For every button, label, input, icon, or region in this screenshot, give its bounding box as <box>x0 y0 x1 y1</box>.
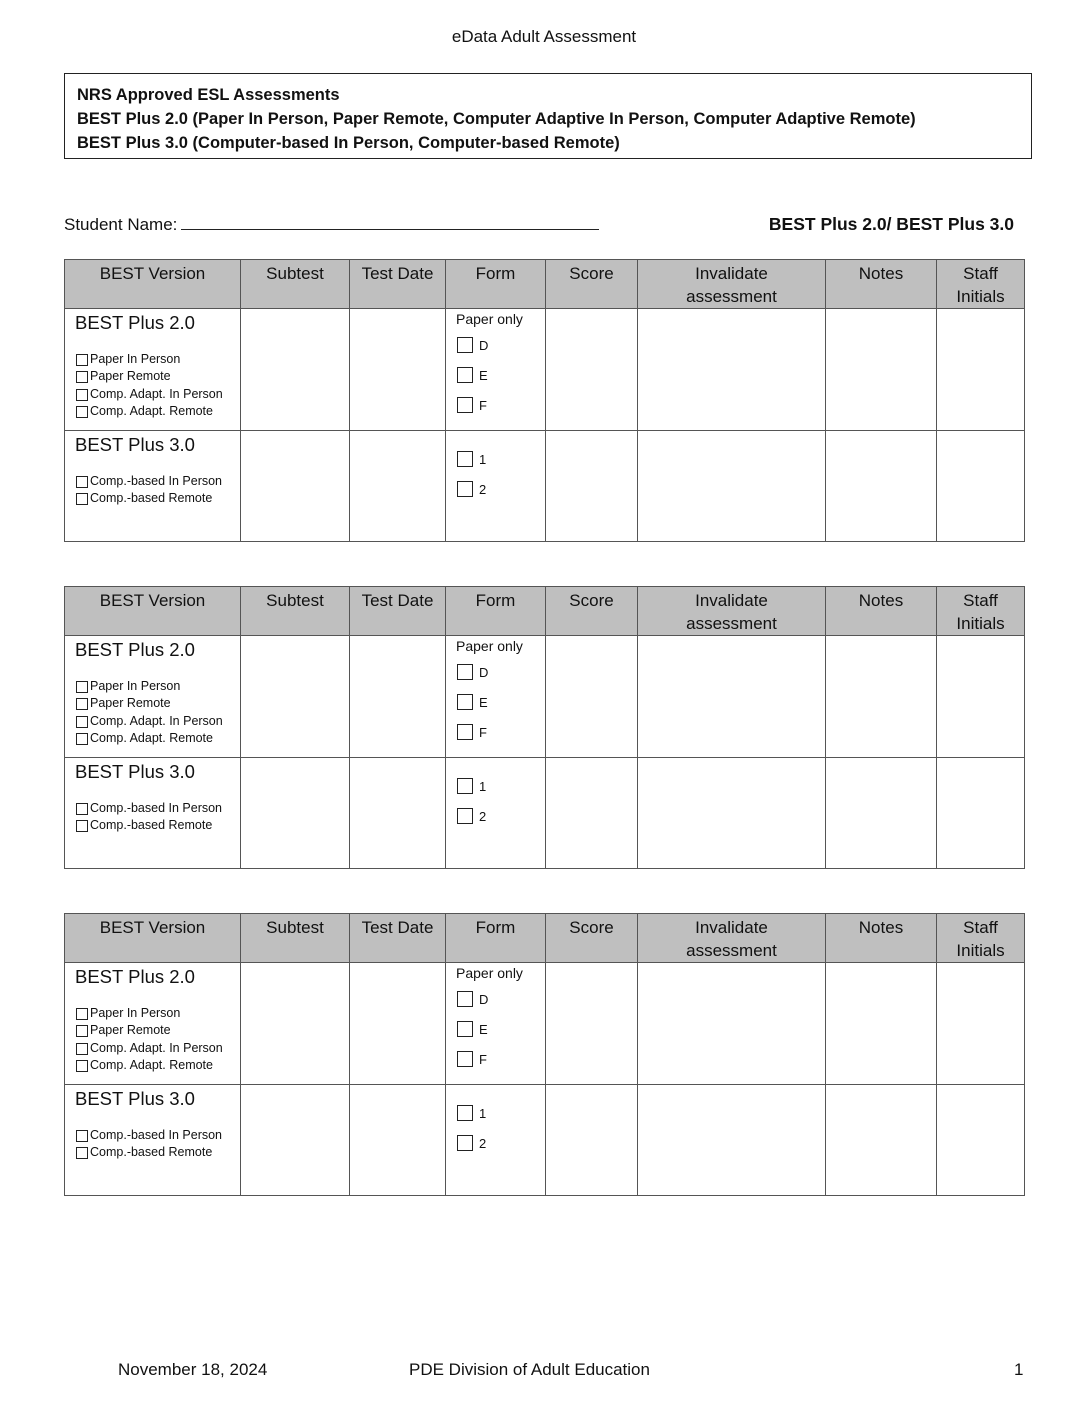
checkbox-icon[interactable] <box>76 1025 88 1037</box>
student-name-line <box>64 214 599 235</box>
subtest-cell[interactable] <box>241 1085 350 1196</box>
subtest-cell[interactable] <box>241 758 350 869</box>
paper-only-label: Paper only <box>456 311 523 327</box>
subtest-cell[interactable] <box>241 309 350 431</box>
info-line-best20: BEST Plus 2.0 (Paper In Person, Paper Remote, Computer Adaptive In Person, Computer Adaptive Remote) <box>77 110 916 128</box>
checkbox-icon[interactable] <box>457 778 473 794</box>
form-option-label: D <box>479 337 489 353</box>
checkbox-icon[interactable] <box>76 476 88 488</box>
footer-page-number: 1 <box>1014 1360 1024 1379</box>
notes-cell[interactable] <box>826 431 937 542</box>
student-name-label: Student Name: <box>64 215 178 234</box>
version-option-label: Comp.-based Remote <box>90 1145 213 1160</box>
notes-cell[interactable] <box>826 963 937 1085</box>
version-option[interactable] <box>76 490 240 507</box>
version-option-label: Comp.-based Remote <box>90 818 213 833</box>
version-option[interactable] <box>76 1127 240 1144</box>
score-cell[interactable] <box>546 636 638 758</box>
assessments-info-box <box>64 73 1032 159</box>
table-row-best20 <box>65 636 1025 758</box>
version-option[interactable] <box>76 800 240 817</box>
checkbox-icon[interactable] <box>76 389 88 401</box>
version-option-label: Paper Remote <box>90 369 171 384</box>
version-option-label: Comp.-based In Person <box>90 801 223 815</box>
column-header: Score <box>546 260 638 309</box>
form-option[interactable] <box>457 367 545 383</box>
version-title: BEST Plus 3.0 <box>75 434 195 455</box>
column-header: Invalidate assessment <box>638 260 826 309</box>
version-title: BEST Plus 3.0 <box>75 1088 195 1109</box>
column-header: Subtest <box>241 260 350 309</box>
column-header: BEST Version <box>65 914 241 963</box>
test-date-cell[interactable] <box>350 963 446 1085</box>
checkbox-icon[interactable] <box>76 1130 88 1142</box>
column-header: Notes <box>826 260 937 309</box>
version-option[interactable] <box>76 730 240 747</box>
version-option[interactable] <box>76 386 240 403</box>
version-option-label: Comp. Adapt. In Person <box>90 713 223 728</box>
assessment-table <box>64 913 1025 1196</box>
form-option[interactable] <box>457 1135 545 1151</box>
version-option[interactable] <box>76 678 240 695</box>
score-cell[interactable] <box>546 758 638 869</box>
notes-cell[interactable] <box>826 309 937 431</box>
test-date-cell[interactable] <box>350 636 446 758</box>
score-cell[interactable] <box>546 431 638 542</box>
column-header: Notes <box>826 587 937 636</box>
staff-initials-cell[interactable] <box>937 309 1025 431</box>
form-option-label: 2 <box>479 481 487 497</box>
invalidate-cell[interactable] <box>638 636 826 758</box>
checkbox-icon[interactable] <box>457 1021 473 1037</box>
notes-cell[interactable] <box>826 1085 937 1196</box>
version-option[interactable] <box>76 1144 240 1161</box>
table-row-best30 <box>65 1085 1025 1196</box>
checkbox-icon[interactable] <box>76 1060 88 1072</box>
form-option-label: 1 <box>479 778 487 794</box>
version-option[interactable] <box>76 403 240 420</box>
version-option-label: Comp. Adapt. In Person <box>90 386 223 401</box>
checkbox-icon[interactable] <box>76 698 88 710</box>
table-header-row <box>65 914 1025 963</box>
form-option[interactable] <box>457 337 545 353</box>
checkbox-icon[interactable] <box>76 716 88 728</box>
version-option[interactable] <box>76 368 240 385</box>
table-row-best20 <box>65 309 1025 431</box>
test-date-cell[interactable] <box>350 309 446 431</box>
checkbox-icon[interactable] <box>457 808 473 824</box>
version-option[interactable] <box>76 713 240 730</box>
version-title: BEST Plus 2.0 <box>75 312 195 333</box>
version-option[interactable] <box>76 473 240 490</box>
column-header: Subtest <box>241 587 350 636</box>
form-option-label: E <box>479 694 488 710</box>
invalidate-cell[interactable] <box>638 309 826 431</box>
form-option[interactable] <box>457 451 545 467</box>
version-option-label: Comp. Adapt. In Person <box>90 1040 223 1055</box>
paper-only-label: Paper only <box>456 638 523 654</box>
form-option-label: D <box>479 664 489 680</box>
form-cell <box>446 1085 546 1196</box>
form-cell <box>446 309 546 431</box>
subtest-cell[interactable] <box>241 431 350 542</box>
version-option[interactable] <box>76 1005 240 1022</box>
table-row-best20 <box>65 963 1025 1085</box>
checkbox-icon[interactable] <box>457 664 473 680</box>
checkbox-icon[interactable] <box>457 1051 473 1067</box>
column-header: Staff Initials <box>937 914 1025 963</box>
checkbox-icon[interactable] <box>457 1105 473 1121</box>
form-option[interactable] <box>457 397 545 413</box>
form-option[interactable] <box>457 1051 545 1067</box>
version-option-label: Comp. Adapt. Remote <box>90 404 213 419</box>
notes-cell[interactable] <box>826 758 937 869</box>
best-version-cell <box>65 758 241 869</box>
column-header: Staff Initials <box>937 260 1025 309</box>
checkbox-icon[interactable] <box>457 724 473 740</box>
checkbox-icon[interactable] <box>457 397 473 413</box>
version-option-label: Paper In Person <box>90 352 181 366</box>
column-header: Score <box>546 914 638 963</box>
best-version-cell <box>65 1085 241 1196</box>
version-option-label: Paper Remote <box>90 696 171 711</box>
table-header-row <box>65 260 1025 309</box>
form-cell <box>446 758 546 869</box>
assessment-table <box>64 586 1025 869</box>
invalidate-cell[interactable] <box>638 758 826 869</box>
page-header-title: eData Adult Assessment <box>451 27 637 46</box>
column-header: Notes <box>826 914 937 963</box>
staff-initials-cell[interactable] <box>937 431 1025 542</box>
form-option-label: E <box>479 367 488 383</box>
version-option[interactable] <box>76 695 240 712</box>
paper-only-label: Paper only <box>456 965 523 981</box>
notes-cell[interactable] <box>826 636 937 758</box>
invalidate-cell[interactable] <box>638 431 826 542</box>
invalidate-cell[interactable] <box>638 1085 826 1196</box>
test-date-cell[interactable] <box>350 1085 446 1196</box>
checkbox-icon[interactable] <box>76 803 88 815</box>
form-option-label: 2 <box>479 1135 487 1151</box>
column-header: Invalidate assessment <box>638 914 826 963</box>
student-name-field[interactable] <box>181 214 599 230</box>
score-cell[interactable] <box>546 963 638 1085</box>
form-option-label: 1 <box>479 1105 487 1121</box>
score-cell[interactable] <box>546 309 638 431</box>
best-version-cell <box>65 431 241 542</box>
checkbox-icon[interactable] <box>76 354 88 366</box>
column-header: Invalidate assessment <box>638 587 826 636</box>
staff-initials-cell[interactable] <box>937 636 1025 758</box>
footer-division: PDE Division of Adult Education <box>409 1360 650 1379</box>
column-header: Staff Initials <box>937 587 1025 636</box>
checkbox-icon[interactable] <box>76 820 88 832</box>
checkbox-icon[interactable] <box>457 451 473 467</box>
checkbox-icon[interactable] <box>76 1008 88 1020</box>
checkbox-icon[interactable] <box>76 733 88 745</box>
test-date-cell[interactable] <box>350 431 446 542</box>
form-option[interactable] <box>457 808 545 824</box>
staff-initials-cell[interactable] <box>937 963 1025 1085</box>
version-option-label: Comp.-based In Person <box>90 474 223 488</box>
form-cell <box>446 431 546 542</box>
form-option-label: E <box>479 1021 488 1037</box>
checkbox-icon[interactable] <box>457 481 473 497</box>
score-cell[interactable] <box>546 1085 638 1196</box>
best-version-cell <box>65 963 241 1085</box>
table-header-row <box>65 587 1025 636</box>
form-option-label: F <box>479 1051 487 1067</box>
checkbox-icon[interactable] <box>76 371 88 383</box>
form-option-label: F <box>479 724 487 740</box>
column-header: Test Date <box>350 587 446 636</box>
version-option[interactable] <box>76 1040 240 1057</box>
version-option[interactable] <box>76 351 240 368</box>
form-option-label: F <box>479 397 487 413</box>
column-header: Test Date <box>350 914 446 963</box>
version-title: BEST Plus 2.0 <box>75 639 195 660</box>
column-header: Form <box>446 260 546 309</box>
version-title: BEST Plus 2.0 <box>75 966 195 987</box>
staff-initials-cell[interactable] <box>937 1085 1025 1196</box>
checkbox-icon[interactable] <box>457 337 473 353</box>
table-row-best30 <box>65 431 1025 542</box>
info-line-best30: BEST Plus 3.0 (Computer-based In Person, Computer-based Remote) <box>77 134 620 152</box>
column-header: Form <box>446 587 546 636</box>
column-header: Form <box>446 914 546 963</box>
version-option[interactable] <box>76 817 240 834</box>
form-option[interactable] <box>457 1105 545 1121</box>
version-option-label: Paper Remote <box>90 1023 171 1038</box>
form-option[interactable] <box>457 1021 545 1037</box>
version-option-label: Paper In Person <box>90 1006 181 1020</box>
form-option[interactable] <box>457 481 545 497</box>
version-option[interactable] <box>76 1022 240 1039</box>
checkbox-icon[interactable] <box>457 1135 473 1151</box>
table-row-best30 <box>65 758 1025 869</box>
column-header: BEST Version <box>65 260 241 309</box>
form-option[interactable] <box>457 778 545 794</box>
staff-initials-cell[interactable] <box>937 758 1025 869</box>
version-option-label: Comp. Adapt. Remote <box>90 1058 213 1073</box>
column-header: Subtest <box>241 914 350 963</box>
form-option[interactable] <box>457 694 545 710</box>
form-option-label: D <box>479 991 489 1007</box>
checkbox-icon[interactable] <box>457 991 473 1007</box>
version-title: BEST Plus 3.0 <box>75 761 195 782</box>
invalidate-cell[interactable] <box>638 963 826 1085</box>
assessment-table <box>64 259 1025 542</box>
test-date-cell[interactable] <box>350 758 446 869</box>
checkbox-icon[interactable] <box>457 367 473 383</box>
checkbox-icon[interactable] <box>457 694 473 710</box>
footer-date: November 18, 2024 <box>118 1360 268 1379</box>
form-option-label: 1 <box>479 451 487 467</box>
subtest-cell[interactable] <box>241 963 350 1085</box>
form-option[interactable] <box>457 664 545 680</box>
subtest-cell[interactable] <box>241 636 350 758</box>
column-header: BEST Version <box>65 587 241 636</box>
version-option[interactable] <box>76 1057 240 1074</box>
form-option[interactable] <box>457 991 545 1007</box>
form-option[interactable] <box>457 724 545 740</box>
checkbox-icon[interactable] <box>76 493 88 505</box>
checkbox-icon[interactable] <box>76 1043 88 1055</box>
checkbox-icon[interactable] <box>76 681 88 693</box>
checkbox-icon[interactable] <box>76 1147 88 1159</box>
best-version-cell <box>65 309 241 431</box>
version-option-label: Comp.-based In Person <box>90 1128 223 1142</box>
form-option-label: 2 <box>479 808 487 824</box>
form-cell <box>446 636 546 758</box>
column-header: Test Date <box>350 260 446 309</box>
best-version-cell <box>65 636 241 758</box>
version-option-label: Comp. Adapt. Remote <box>90 731 213 746</box>
checkbox-icon[interactable] <box>76 406 88 418</box>
info-line-nrs: NRS Approved ESL Assessments <box>77 86 340 104</box>
best-versions-heading: BEST Plus 2.0/ BEST Plus 3.0 <box>768 214 1014 234</box>
form-cell <box>446 963 546 1085</box>
version-option-label: Comp.-based Remote <box>90 491 213 506</box>
column-header: Score <box>546 587 638 636</box>
version-option-label: Paper In Person <box>90 679 181 693</box>
